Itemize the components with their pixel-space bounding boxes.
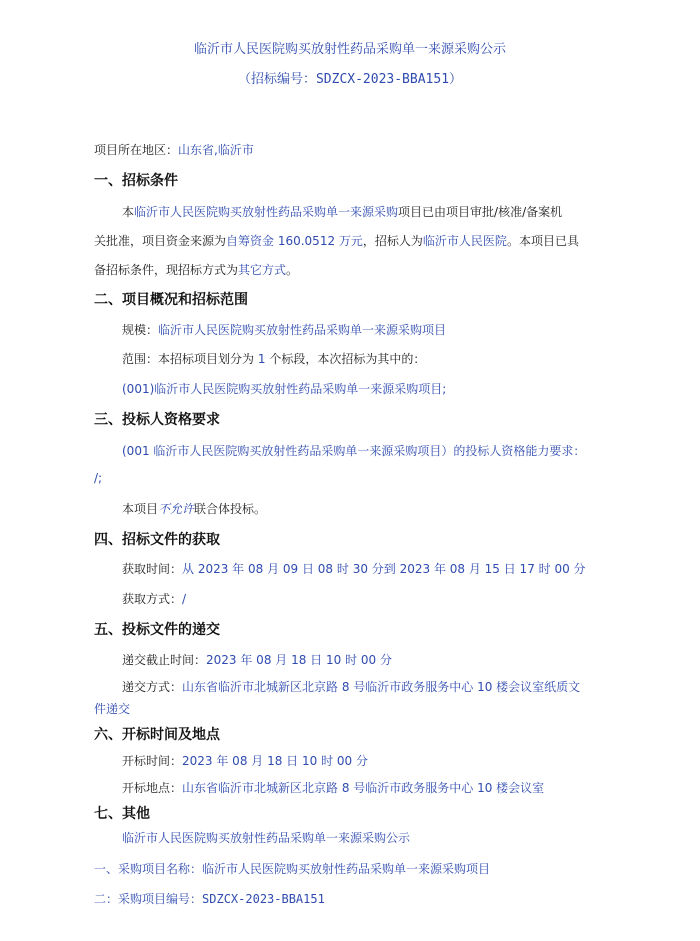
procurement-name-label: 一、采购项目名称： [94, 862, 203, 876]
region-value: 山东省,临沂市 [178, 143, 254, 157]
qualification-req-value: /; [94, 471, 103, 485]
obtain-method-label: 获取方式： [122, 592, 183, 606]
submit-method-label: 递交方式： [122, 680, 183, 694]
submit-method-line [122, 678, 580, 695]
other-line-2 [94, 860, 490, 877]
text: 备招标条件，现招标方式为 [94, 263, 239, 277]
scale-value: 临沂市人民医院购买放射性药品采购单一来源采购项目 [158, 323, 447, 337]
submit-deadline-label: 递交截止时间： [122, 653, 207, 667]
text: 联合体投标。 [194, 502, 267, 516]
procurement-code-value: SDZCX-2023-BBA151 [202, 892, 325, 906]
other-line-1: 临沂市人民医院购买放射性药品采购单一来源采购公示 [122, 831, 411, 845]
section-7-heading: 七、其他 [94, 806, 150, 822]
obtain-time-line [122, 560, 586, 577]
text: 。本项目已具 [506, 234, 579, 248]
text: 范围：本招标项目划分为 [122, 352, 255, 366]
tender-method: 其它方式 [238, 263, 287, 277]
section-5-heading: 五、投标文件的递交 [94, 622, 220, 638]
submit-deadline-line [122, 651, 392, 668]
text: 关批准，项目资金来源为 [94, 234, 227, 248]
lot-count: 1 [257, 352, 266, 366]
other-line-3 [94, 890, 325, 907]
opening-time-label: 开标时间： [122, 754, 183, 768]
project-region [94, 141, 254, 158]
text: 本 [122, 205, 135, 219]
obtain-time-value: 从 2023 年 08 月 09 日 08 时 30 分到 2023 年 08 月 15 日 17 时 00 分 [182, 562, 586, 576]
text: 本项目 [122, 502, 159, 516]
section-1-para-line-2 [94, 232, 579, 249]
tender-code-prefix: （招标编号： [237, 72, 316, 87]
text: ，招标人为 [362, 234, 423, 248]
tender-code-value: SDZCX-2023-BBA151 [315, 72, 450, 87]
submit-deadline-value: 2023 年 08 月 18 日 10 时 00 分 [206, 653, 392, 667]
range-line [122, 350, 425, 367]
joint-bid-value: 不允许 [158, 502, 195, 516]
submit-method-value: 山东省临沂市北城新区北京路 8 号临沂市政务服务中心 10 楼会议室纸质文 [182, 680, 581, 694]
scale-line [122, 321, 446, 338]
lot-line: (001)临沂市人民医院购买放射性药品采购单一来源采购项目; [122, 382, 447, 396]
section-1-heading: 一、招标条件 [94, 173, 178, 189]
obtain-method-value: / [182, 592, 187, 606]
text: 。 [286, 263, 299, 277]
joint-bid-line [122, 500, 266, 517]
text: 项目已由项目审批/核准/备案机 [398, 205, 563, 219]
scale-label: 规模： [122, 323, 159, 337]
opening-time-line [122, 752, 368, 769]
tender-code-suffix: ） [449, 72, 463, 87]
fund-source: 自筹资金 160.0512 万元 [226, 234, 363, 248]
procurement-code-label: 二：采购项目编号： [94, 892, 203, 906]
section-1-para-line-1 [122, 203, 562, 220]
section-4-heading: 四、招标文件的获取 [94, 532, 220, 548]
submit-method-value-cont: 件递交 [94, 702, 131, 716]
opening-place-label: 开标地点： [122, 781, 183, 795]
procurement-name-value: 临沂市人民医院购买放射性药品采购单一来源采购项目 [202, 862, 491, 876]
tender-code [0, 68, 700, 87]
section-1-para-line-3 [94, 261, 298, 278]
qualification-req: (001 临沂市人民医院购买放射性药品采购单一来源采购项目）的投标人资格能力要求： [122, 444, 586, 458]
region-label: 项目所在地区： [94, 143, 179, 157]
project-name: 临沂市人民医院购买放射性药品采购单一来源采购 [134, 205, 399, 219]
section-2-heading: 二、项目概况和招标范围 [94, 292, 248, 308]
section-3-heading: 三、投标人资格要求 [94, 412, 220, 428]
obtain-time-label: 获取时间： [122, 562, 183, 576]
opening-place-line [122, 779, 544, 796]
text: 个标段，本次招标为其中的： [269, 352, 426, 366]
page-title: 临沂市人民医院购买放射性药品采购单一来源采购公示 [193, 42, 506, 57]
section-6-heading: 六、开标时间及地点 [94, 727, 220, 743]
obtain-method-line [122, 590, 186, 607]
tenderer: 临沂市人民医院 [422, 234, 507, 248]
opening-place-value: 山东省临沂市北城新区北京路 8 号临沂市政务服务中心 10 楼会议室 [182, 781, 545, 795]
opening-time-value: 2023 年 08 月 18 日 10 时 00 分 [182, 754, 368, 768]
